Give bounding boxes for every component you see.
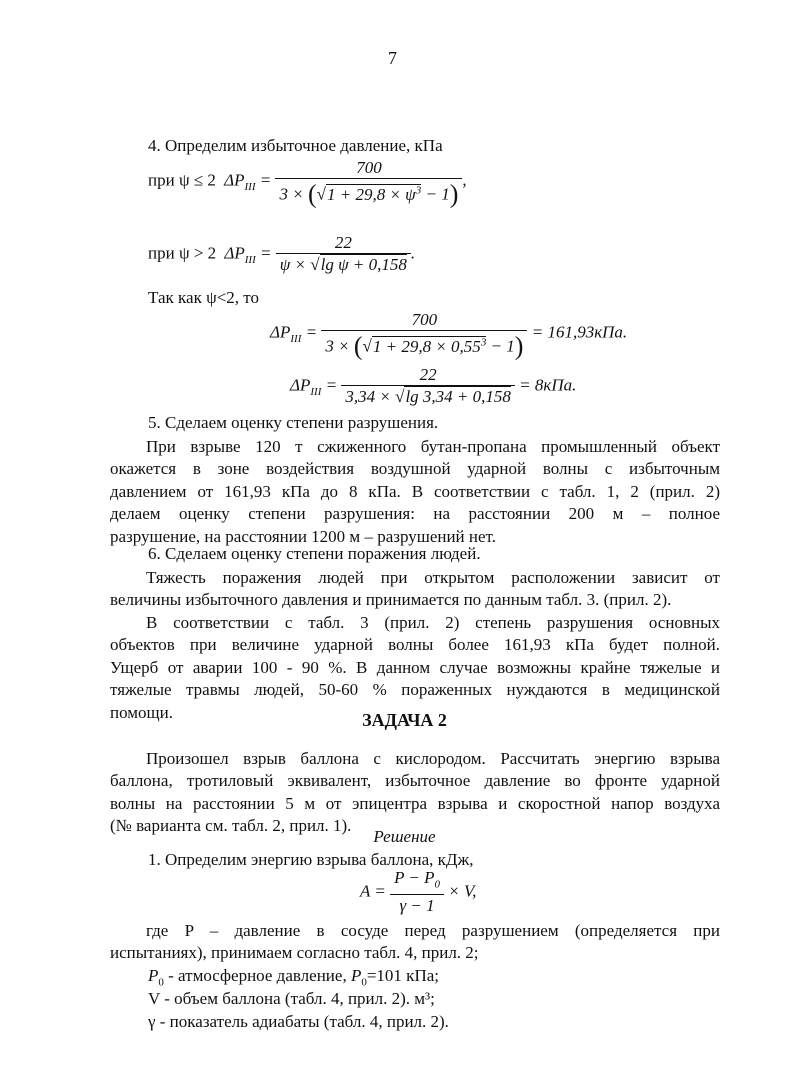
where-text: где P – давление в сосуде перед разрушением (определяется при испытаниях), принимаем согласно табл. 4, прил. 2; <box>110 921 720 963</box>
task2-text: Произошел взрыв баллона с кислородом. Рассчитать энергию взрыва баллона, тротиловый эквивалент, избыточное давление во фронте ударной волны на расстоянии 5 м от эпицентра взрыва и скоростной напор воздуха (№ варианта см. табл. 2, прил. 1). <box>110 749 720 836</box>
formula-1-lhs: ΔP <box>224 170 245 190</box>
step5-title: 5. Сделаем оценку степени разрушения. <box>148 413 439 432</box>
p0-definition: $P_0$ - атмосферное давление, $P_0=101$ кПа; <box>148 966 439 989</box>
formula-2: при ψ > 2 $\Delta P_{III}$ = $\frac{22}{\text{ψ × √lg ψ + 0,158}}$ . <box>148 233 416 274</box>
solution-heading: Решение <box>373 827 436 846</box>
task2-heading: ЗАДАЧА 2 <box>362 710 447 730</box>
formula-2-fraction: $\frac{22}{\text{ψ × √lg ψ + 0,158}}$ <box>276 233 411 276</box>
formula-3-fraction: $\frac{700}{3 \times (√1 + 29,8 \times 0,55^3 - 1)}$ <box>321 310 527 358</box>
formula-5: A = $\frac{P - P_0}{\gamma - 1}$ × V, <box>360 868 477 916</box>
formula-2-condition: при ψ > 2 <box>148 243 217 263</box>
since-text: Так как ψ<2, то <box>148 288 260 307</box>
formula-4: $\Delta P_{III}$ = $\frac{22}{3,34 \times √\lg 3,34 + 0,158}$ = 8кПа. <box>290 365 577 406</box>
formula-1-fraction <box>275 158 462 209</box>
gamma-definition: γ - показатель адиабаты (табл. 4, прил. 2). <box>148 1012 449 1031</box>
formula-3-result: = 161,93кПа. <box>531 322 628 342</box>
formula-1-denominator: $3 \times (√1 + 29,8 \times \psi^3 - 1)$ <box>279 179 459 209</box>
formula-1-numerator: 700 <box>275 158 462 179</box>
paragraph-step6b: В соответствии с табл. 3 (прил. 2) степень разрушения основных объектов при величине ударной волны более 161,93 кПа будет полной. Ущерб от аварии 100 - 90 %. В данном случае возможны крайне тяжелые и тяжелые травмы людей, 50-60 % пораженных нуждаются в медицинской помощи. <box>110 613 720 722</box>
v-definition: V - объем баллона (табл. 4, прил. 2). м³; <box>148 989 435 1008</box>
formula-4-fraction: $\frac{22}{3,34 \times √\lg 3,34 + 0,158}$ <box>341 365 515 408</box>
step4-title: 4. Определим избыточное давление, кПа <box>148 136 443 155</box>
formula-1-condition: при ψ ≤ 2 <box>148 170 216 190</box>
formula-3: $\Delta P_{III}$ = $\frac{700}{3 \times (√1 + 29,8 \times 0,55^3 - 1)}$ = 161,93кПа. <box>270 310 628 361</box>
paragraph-step6a: Тяжесть поражения людей при открытом расположении зависит от величины избыточного давления и принимается по данным табл. 3. (прил. 2). <box>110 568 720 610</box>
formula-5-fraction: $\frac{P - P_0}{\gamma - 1}$ <box>390 868 444 917</box>
paragraph-step5: При взрыве 120 т сжиженного бутан-пропана промышленный объект окажется в зоне воздействия воздушной ударной волны с избыточным давлением от 161,93 кПа до 8 кПа. В соответствии с табл. 1, 2 (прил. 2) делаем оценку степени разрушения: на расстоянии 200 м – полное разрушение, на расстоянии 1200 м – разрушений нет. <box>110 437 720 546</box>
page-number: 7 <box>388 48 397 68</box>
formula-1-lhs-sub: III <box>244 181 256 194</box>
step6-title: 6. Сделаем оценку степени поражения людей. <box>148 544 481 563</box>
formula-4-result: = 8кПа. <box>519 375 577 395</box>
step1-title: 1. Определим энергию взрыва баллона, кДж, <box>148 850 474 869</box>
formula-1: при ψ ≤ 2 $\Delta P_{III}$ = $\frac{700}{3 \times (√1 + 29,8 \times \psi^3 - 1)}$ , <box>148 158 467 209</box>
